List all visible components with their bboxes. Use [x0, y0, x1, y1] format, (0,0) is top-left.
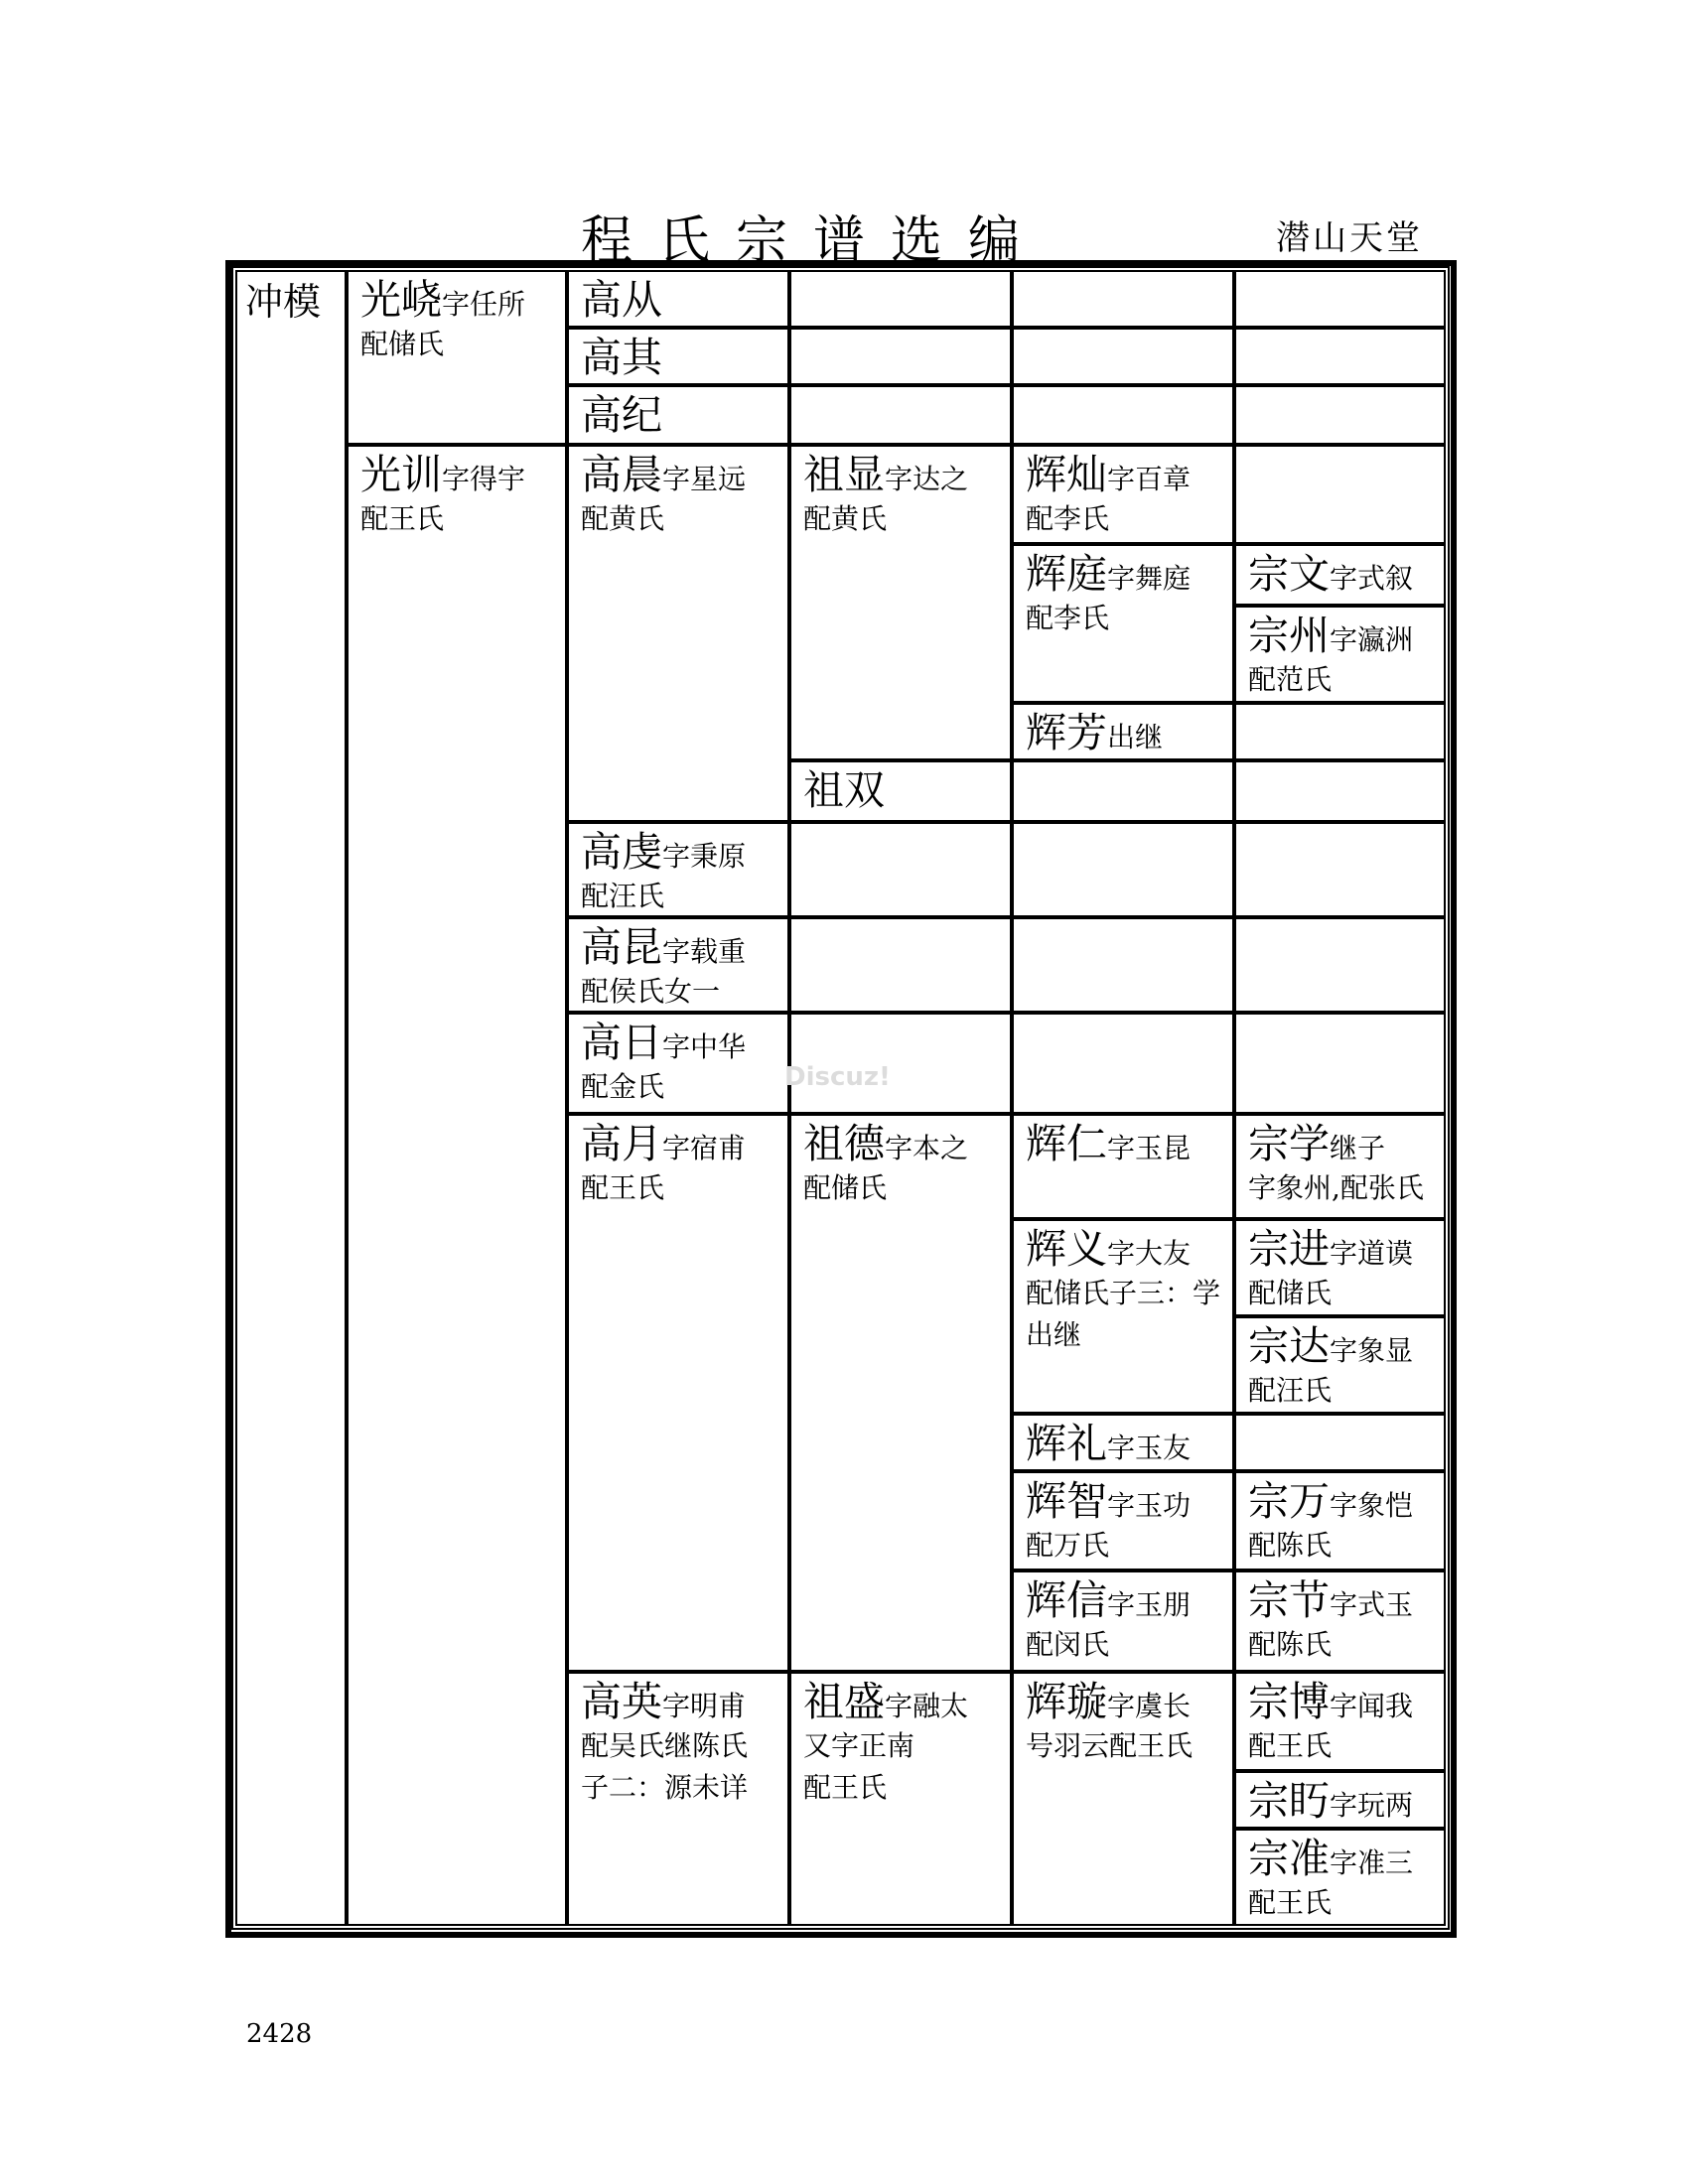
empty-cell: [789, 328, 1012, 385]
empty-cell: [1012, 328, 1234, 385]
person-gaoyue: 高月字宿甫 配王氏: [567, 1114, 789, 1672]
person-huiting: 辉庭字舞庭 配李氏: [1012, 544, 1234, 703]
person-huiren: 辉仁字玉昆: [1012, 1114, 1234, 1219]
person-huixuan: 辉璇字虞长 号羽云配王氏: [1012, 1672, 1234, 1926]
person-gaoqi: 高其: [567, 328, 789, 385]
empty-cell: [1012, 822, 1234, 917]
empty-cell: [1234, 1013, 1446, 1114]
empty-cell: [789, 917, 1012, 1013]
person-huican: 辉灿字百章 配李氏: [1012, 445, 1234, 544]
person-zongda: 宗达字象显 配汪氏: [1234, 1316, 1446, 1414]
root-name: 冲模: [245, 280, 322, 324]
person-gaoying: 高英字明甫 配吴氏继陈氏 子二：源未详: [567, 1672, 789, 1926]
person-huili: 辉礼字玉友: [1012, 1414, 1234, 1471]
empty-cell: [1234, 917, 1446, 1013]
person-zude: 祖德字本之 配储氏: [789, 1114, 1012, 1672]
empty-cell: [1012, 270, 1234, 328]
empty-cell: [1012, 760, 1234, 822]
empty-cell: [1234, 703, 1446, 760]
person-zongwen: 宗文字式叙: [1234, 544, 1446, 606]
person-gaoji: 高纪: [567, 385, 789, 445]
empty-cell: [1234, 445, 1446, 544]
empty-cell: [789, 822, 1012, 917]
empty-cell: [1234, 822, 1446, 917]
page-subtitle: 潜山天堂: [1276, 218, 1423, 258]
person-zongjie: 宗节字式玉 配陈氏: [1234, 1570, 1446, 1672]
watermark: Discuz!: [784, 1062, 891, 1092]
person-zongzhou: 宗州字瀛洲 配范氏: [1234, 606, 1446, 703]
empty-cell: [1234, 270, 1446, 328]
person-zongxue: 宗学继子 字象州,配张氏: [1234, 1114, 1446, 1219]
person-zongjin: 宗进字道谟 配储氏: [1234, 1219, 1446, 1316]
person-zongzhun: 宗准字准三 配王氏: [1234, 1829, 1446, 1926]
empty-cell: [1234, 1414, 1446, 1471]
empty-cell: [1012, 1013, 1234, 1114]
person-huizhi: 辉智字玉功 配万氏: [1012, 1471, 1234, 1570]
page-title: 程氏宗谱选编: [581, 211, 1047, 271]
person-zushuang: 祖双: [789, 760, 1012, 822]
person-zuxian: 祖显字达之 配黄氏: [789, 445, 1012, 760]
person-zusheng: 祖盛字融太 又字正南 配王氏: [789, 1672, 1012, 1926]
empty-cell: [789, 270, 1012, 328]
empty-cell: [1012, 917, 1234, 1013]
person-gaoqian: 高虔字秉原 配汪氏: [567, 822, 789, 917]
root-cell: [235, 270, 347, 1926]
person-huifang: 辉芳出继: [1012, 703, 1234, 760]
person-zongyi: 宗䀎字玩两: [1234, 1771, 1446, 1829]
page-number: 2428: [246, 2019, 313, 2049]
empty-cell: [1234, 760, 1446, 822]
person-guangqiao: 光峣字任所 配储氏: [347, 270, 567, 445]
empty-cell: [1234, 328, 1446, 385]
person-huiyi: 辉义字大友 配储氏子三：学 出继: [1012, 1219, 1234, 1414]
person-gaokun: 高昆字载重 配侯氏女一: [567, 917, 789, 1013]
empty-cell: [789, 385, 1012, 445]
empty-cell: [1012, 385, 1234, 445]
person-zongwan: 宗万字象恺 配陈氏: [1234, 1471, 1446, 1570]
empty-cell: [1234, 385, 1446, 445]
person-gaochen: 高晨字星远 配黄氏: [567, 445, 789, 822]
person-gaocong: 高从: [567, 270, 789, 328]
person-zongbo: 宗博字闻我 配王氏: [1234, 1672, 1446, 1771]
person-guangxun: 光训字得宇 配王氏: [347, 445, 567, 1926]
person-gaori: 高日字中华 配金氏: [567, 1013, 789, 1114]
person-huixin: 辉信字玉朋 配闵氏: [1012, 1570, 1234, 1672]
